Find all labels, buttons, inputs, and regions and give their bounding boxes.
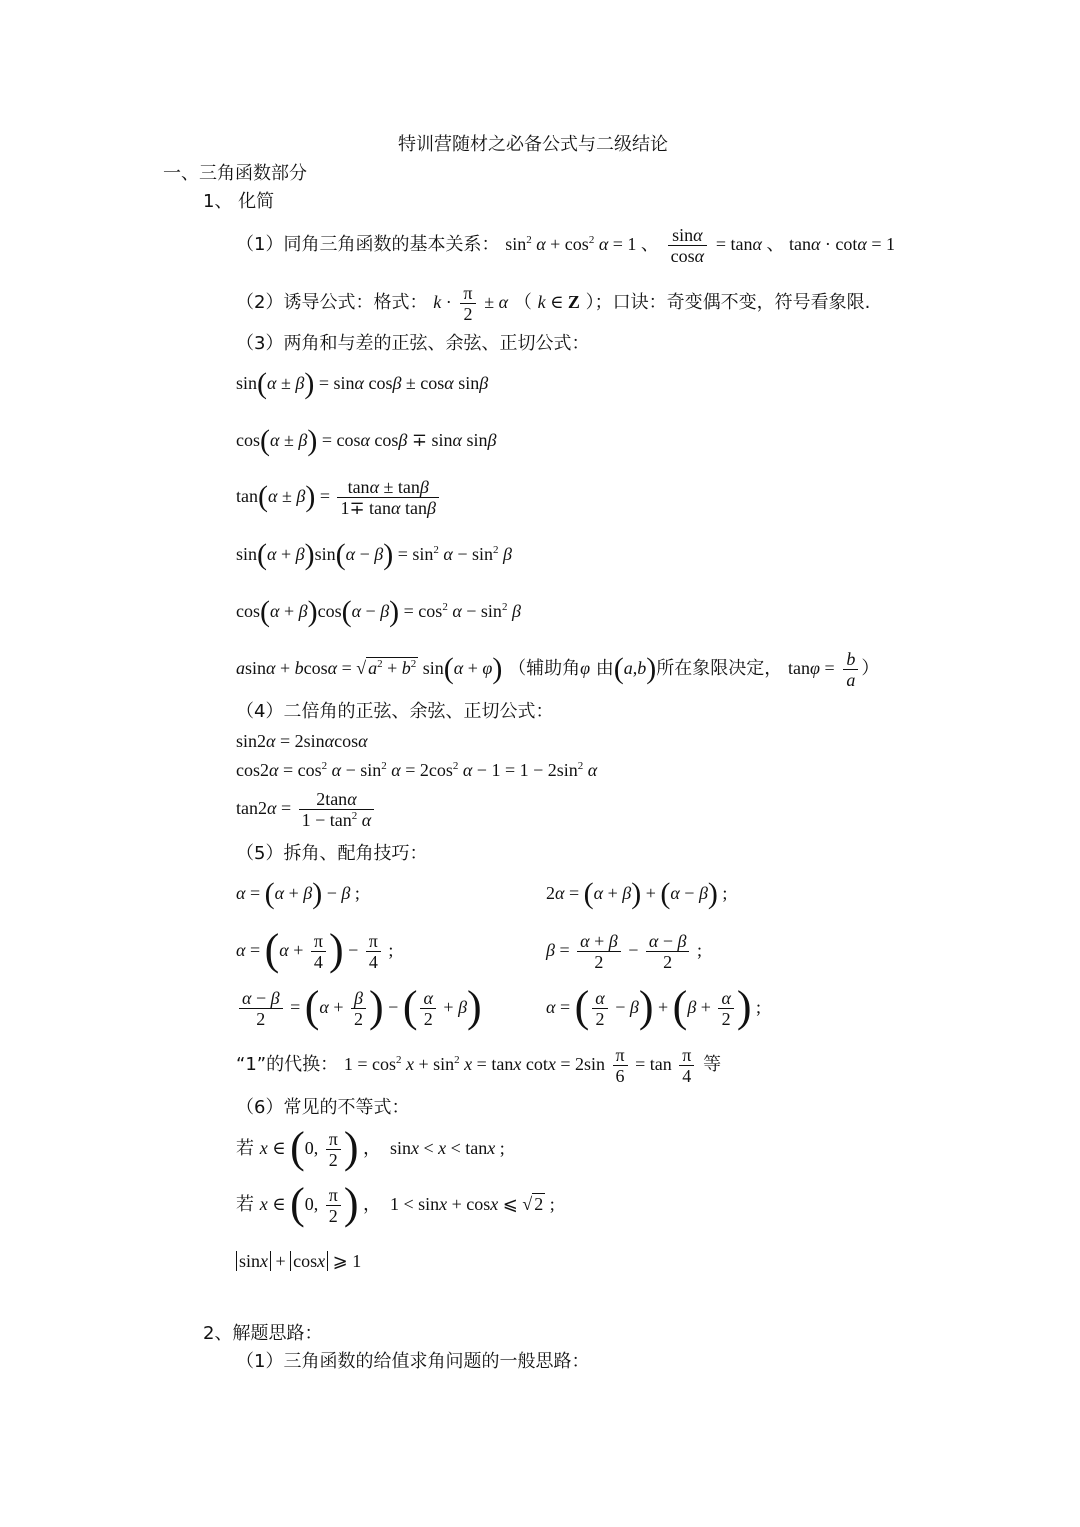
item-label: “1”的代换： <box>236 1054 339 1075</box>
subsection-heading: 1、 化简 <box>203 191 275 212</box>
formula-cos-product: $\cos(\alpha + \beta)\cos(\alpha - \beta) = \cos^2 \alpha - \sin^2 \beta$ <box>236 595 521 628</box>
item-label: （5）拆角、配角技巧： <box>236 843 428 864</box>
formula-split-5: $\frac{\alpha - \beta}{2}$ = (α + $\frac{\beta}{2}$ ) − ( $\frac{\alpha}{2}$ + β) <box>236 985 482 1029</box>
formula-line-2: （2）诱导公式：格式： k · $\frac{\pi}{2}$ ± α （ k ∈ Z ）；口诀：奇变偶不变，符号看象限. <box>236 282 871 324</box>
formula-tan-double: tan2α = $\frac{2\tan\alpha}{1 - \tan^2 \alpha}$ <box>236 786 377 830</box>
formula-sin-sum: sin(α ± β) = sinα cosβ ± cosα sinβ <box>236 367 489 400</box>
item-label: （4）二倍角的正弦、余弦、正切公式： <box>236 701 554 722</box>
formula-tan-sum: tan(α ± β) = $\frac{\tan\alpha \pm \tan\beta}{\text{1∓ tanα tanβ}}$ <box>236 474 442 518</box>
formula-cos-double: $\cos 2\alpha = \cos^2 \alpha - \sin^2 \alpha = 2\cos^2$ $\alpha - 1 = 1 - 2\sin^2$ α <box>236 760 598 780</box>
formula-split-4: β = $\frac{\alpha + \beta}{2}$ − $\frac{\alpha - \beta}{2}$ ; <box>546 931 702 973</box>
formula-split-1: α = (α + β) − β ; <box>236 877 360 910</box>
if-word: 若 <box>236 1194 254 1215</box>
formula-line-1: （1）同角三角函数的基本关系： $\sin^2 \alpha + \cos^2 \alpha = 1$ 、 $\frac{\sin\alpha}{\cos\alpha}$ = tanα 、 tanα · cotα = 1 <box>236 224 895 266</box>
mnemonic-text: ）；口诀：奇变偶不变，符号看象限. <box>585 292 871 313</box>
aux-note: （辅助角 <box>508 658 581 679</box>
formula-split-6: α = ( $\frac{\alpha}{2}$ − β) + (β + $\frac{\alpha}{2}$ ) ; <box>546 982 762 1031</box>
item-label: （1）三角函数的给值求角问题的一般思路： <box>236 1351 590 1372</box>
inequality-2: 若 x ∈ (0, $\frac{\pi}{2}$ ) ， 1 < sinx + cosx ⩽ √ 2 ; <box>236 1179 555 1228</box>
formula-cos-sum: cos(α ± β) = cosα cosβ ∓ sinα sinβ <box>236 424 497 457</box>
formula-sin-product: $\sin(\alpha + \beta)\sin(\alpha - \beta) = \sin^2 \alpha - \sin^2 \beta$ <box>236 538 512 571</box>
inequality-3: sinx + cosx ⩾ 1 <box>236 1250 361 1272</box>
subsection-heading: 2、解题思路： <box>203 1323 323 1344</box>
formula-auxiliary-angle: asinα + bcosα = √ $a^2 + b^2$ sin(α + φ) （辅助角φ 由(a,b)所在象限决定， tanφ = $\frac{b}{a}$ ） <box>236 648 880 690</box>
formula-sin-double: sin2α = 2sinαcosα <box>236 731 368 751</box>
formula-split-3: α = (α + $\frac{\pi}{4}$ ) − $\frac{\pi}{4}$ ; <box>236 925 394 974</box>
formula-one-substitution: “1”的代换： $1 = \cos^2 x + \sin^2 x = \tan x$ cotx = 2sin $\frac{\pi}{6}$ = tan $\frac{\pi}{4}$ 等 <box>236 1045 722 1087</box>
aux-note: 所在象限决定， <box>656 658 783 679</box>
item-label: （1）同角三角函数的基本关系： <box>236 234 500 255</box>
inequality-1: 若 x ∈ (0, $\frac{\pi}{2}$ ) ， sinx < x < tanx ; <box>236 1123 505 1172</box>
trailing-text: 等 <box>703 1054 722 1075</box>
aux-note: ） <box>861 658 880 679</box>
if-word: 若 <box>236 1138 254 1159</box>
page-title: 特训营随材之必备公式与二级结论 <box>398 134 668 155</box>
item-label: （6）常见的不等式： <box>236 1097 410 1118</box>
item-label: （2）诱导公式：格式： <box>236 292 428 313</box>
section-heading: 一、三角函数部分 <box>163 163 307 184</box>
formula-split-2: 2α = (α + β) + (α − β) ; <box>546 877 728 910</box>
paren-open: （ <box>513 292 532 313</box>
item-label: （3）两角和与差的正弦、余弦、正切公式： <box>236 333 590 354</box>
aux-note: 由 <box>595 658 614 679</box>
